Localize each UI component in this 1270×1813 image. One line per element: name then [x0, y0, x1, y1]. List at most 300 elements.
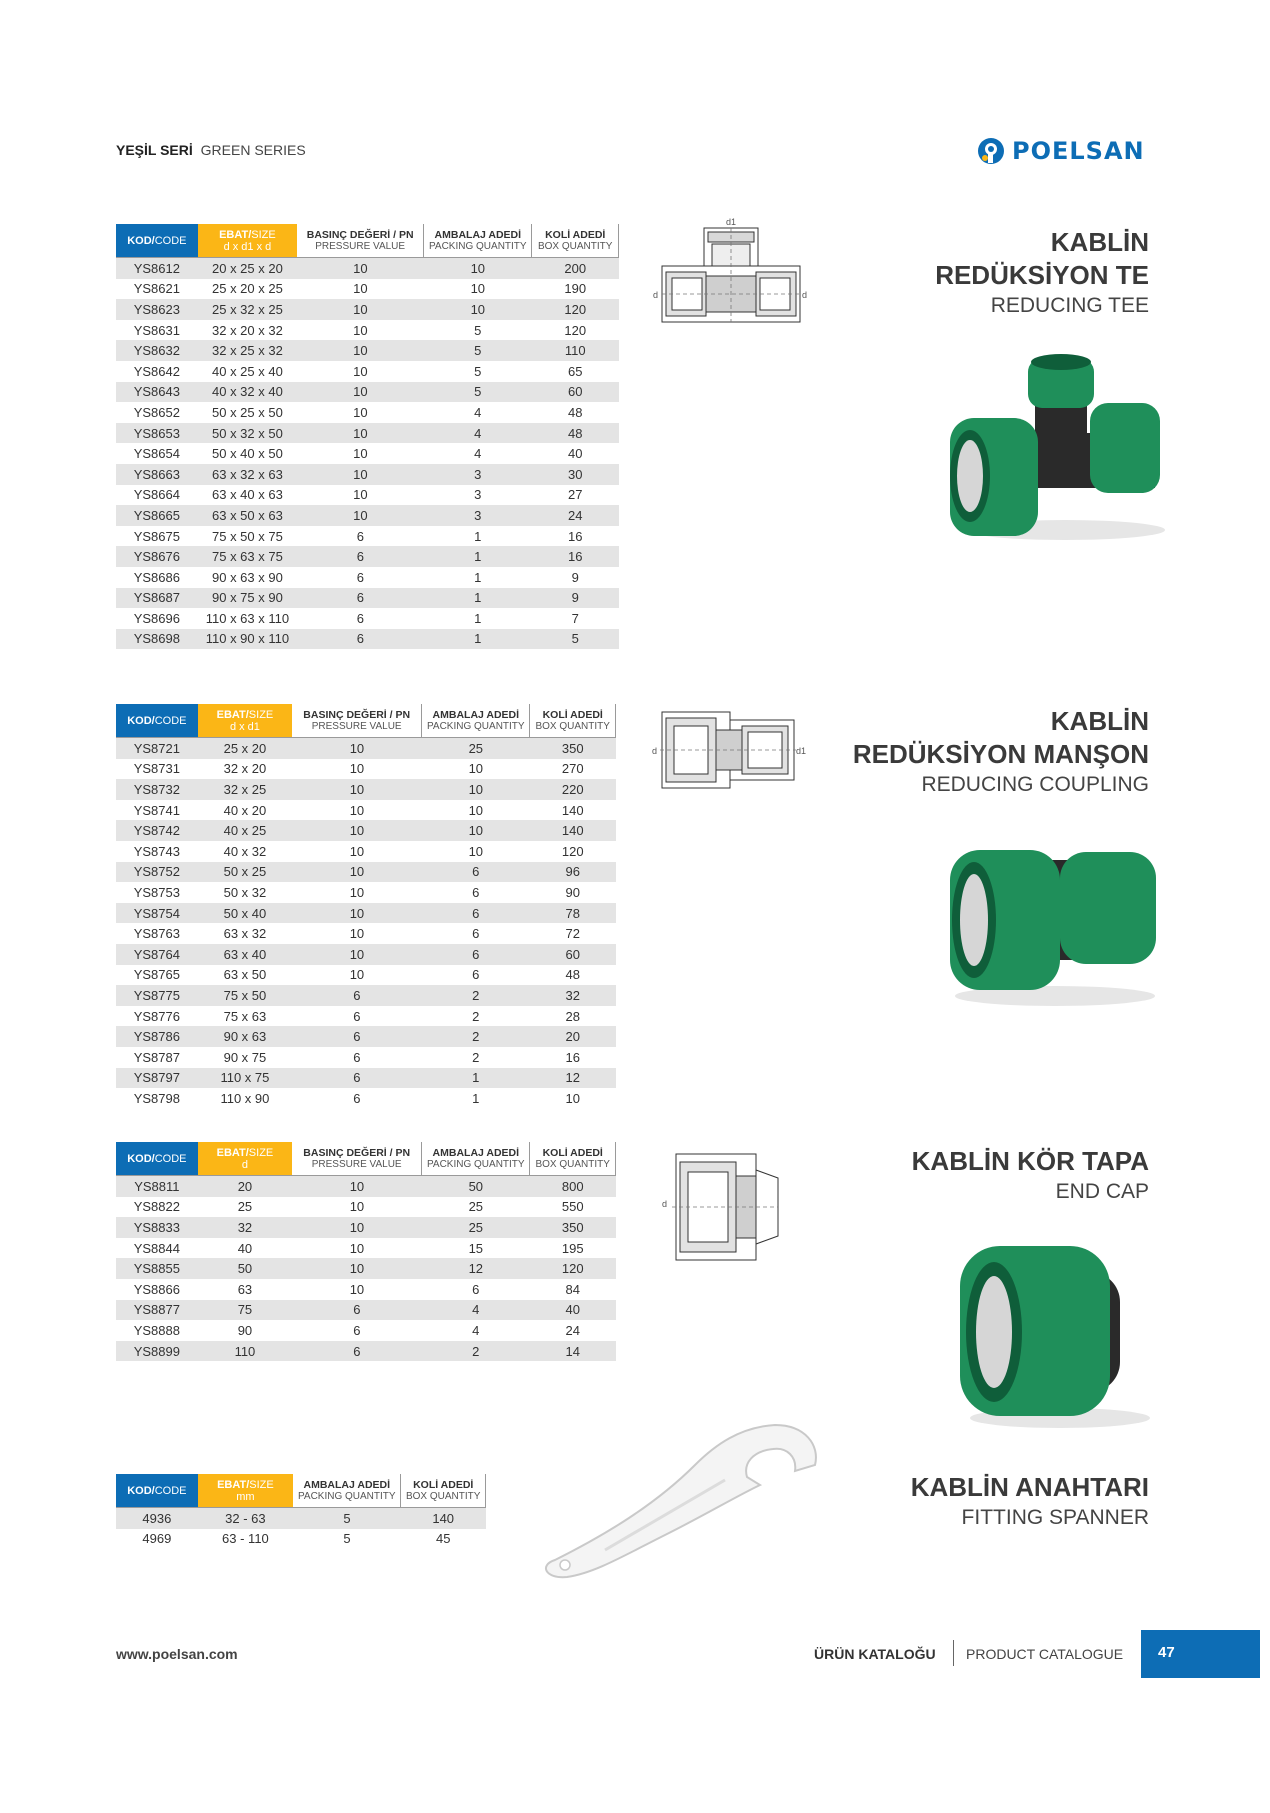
spanner-title: [911, 1471, 1149, 1532]
reducing-tee-table: [116, 224, 619, 649]
reducing-tee-drawing: [650, 214, 812, 326]
table-cell: 1: [424, 526, 532, 547]
reducing-tee-title-en: REDUCING TEE: [990, 294, 1149, 317]
table-cell: 10: [297, 443, 424, 464]
table-cell: 5: [424, 361, 532, 382]
footer-divider: [953, 1640, 954, 1666]
reducing-tee-title-tr1: KABLİN: [1050, 227, 1149, 257]
col-box: KOLİ ADEDİ BOX QUANTITY: [530, 704, 616, 738]
series-label: [116, 142, 306, 158]
table-cell: YS8652: [116, 402, 198, 423]
table-cell: 6: [297, 588, 424, 609]
table-cell: 140: [530, 800, 616, 821]
catalogue-en: PRODUCT CATALOGUE: [966, 1646, 1124, 1662]
table-cell: 10: [292, 882, 422, 903]
table-cell: 63 x 32: [198, 923, 292, 944]
table-cell: 10: [422, 820, 530, 841]
table-cell: YS8665: [116, 505, 198, 526]
table-cell: 40: [530, 1300, 616, 1321]
table-cell: 10: [292, 923, 422, 944]
table-cell: 32 x 25 x 32: [198, 340, 297, 361]
table-cell: 10: [292, 820, 422, 841]
table-cell: 4: [422, 1320, 530, 1341]
table-row: [116, 629, 619, 650]
table-row: [116, 759, 616, 780]
table-cell: YS8675: [116, 526, 198, 547]
end-cap-title: [912, 1145, 1149, 1206]
table-cell: 120: [532, 299, 619, 320]
table-cell: 90 x 75 x 90: [198, 588, 297, 609]
table-cell: 6: [292, 1026, 422, 1047]
table-cell: 30: [532, 464, 619, 485]
table-cell: 120: [532, 320, 619, 341]
reducing-coupling-title-en: REDUCING COUPLING: [921, 773, 1149, 796]
table-cell: 25: [422, 1217, 530, 1238]
table-cell: 10: [422, 841, 530, 862]
end-cap-title-tr: KABLİN KÖR TAPA: [911, 1146, 1149, 1176]
table-cell: 10: [292, 738, 422, 759]
table-cell: 40 x 32 x 40: [198, 382, 297, 403]
table-cell: 6: [292, 1006, 422, 1027]
table-cell: YS8721: [116, 738, 198, 759]
table-cell: YS8743: [116, 841, 198, 862]
table-cell: 90: [198, 1320, 292, 1341]
table-cell: 27: [532, 485, 619, 506]
table-cell: 6: [292, 985, 422, 1006]
table-cell: YS8653: [116, 423, 198, 444]
reducing-coupling-title: [853, 705, 1149, 799]
table-cell: 50: [422, 1176, 530, 1197]
table-cell: YS8741: [116, 800, 198, 821]
table-cell: 6: [422, 923, 530, 944]
table-cell: 350: [530, 1217, 616, 1238]
end-cap-photo: [950, 1232, 1150, 1432]
table-cell: 1: [424, 567, 532, 588]
reducing-coupling-photo: [940, 830, 1170, 1010]
table-cell: YS8686: [116, 567, 198, 588]
table-row: [116, 1258, 616, 1279]
table-row: [116, 800, 616, 821]
table-cell: 5: [293, 1529, 401, 1550]
table-cell: 10: [292, 1279, 422, 1300]
table-cell: YS8642: [116, 361, 198, 382]
table-cell: 10: [422, 800, 530, 821]
table-cell: 10: [292, 1258, 422, 1279]
table-cell: YS8664: [116, 485, 198, 506]
table-cell: 10: [297, 423, 424, 444]
table-cell: YS8612: [116, 258, 198, 279]
col-packing: AMBALAJ ADEDİ PACKING QUANTITY: [293, 1474, 401, 1508]
table-cell: 10: [292, 1217, 422, 1238]
table-cell: 110 x 90: [198, 1088, 292, 1109]
col-ebat: EBAT/SIZE d: [198, 1142, 292, 1176]
table-cell: 50 x 32 x 50: [198, 423, 297, 444]
table-cell: 96: [530, 862, 616, 883]
table-cell: 40 x 25: [198, 820, 292, 841]
col-kod: KOD/CODE: [116, 1142, 198, 1176]
table-cell: 50: [198, 1258, 292, 1279]
table-cell: 110: [532, 340, 619, 361]
reducing-coupling-title-tr2: REDÜKSİYON MANŞON: [852, 739, 1149, 769]
table-cell: YS8731: [116, 759, 198, 780]
table-cell: 2: [422, 1341, 530, 1362]
table-cell: YS8763: [116, 923, 198, 944]
catalogue-tr: ÜRÜN KATALOĞU: [814, 1646, 936, 1662]
table-cell: 10: [297, 361, 424, 382]
table-cell: 32 x 20 x 32: [198, 320, 297, 341]
table-cell: 10: [424, 258, 532, 279]
table-cell: 10: [292, 841, 422, 862]
table-cell: 40 x 25 x 40: [198, 361, 297, 382]
table-cell: 3: [424, 505, 532, 526]
col-box: KOLİ ADEDİ BOX QUANTITY: [401, 1474, 486, 1508]
table-cell: YS8742: [116, 820, 198, 841]
table-cell: 63 x 32 x 63: [198, 464, 297, 485]
table-row: [116, 841, 616, 862]
table-cell: YS8798: [116, 1088, 198, 1109]
reducing-coupling-title-tr1: KABLİN: [1050, 706, 1149, 736]
table-cell: 2: [422, 1026, 530, 1047]
drawing-label-d-left: d: [653, 290, 659, 300]
table-cell: YS8899: [116, 1341, 198, 1362]
end-cap-table: [116, 1142, 616, 1361]
table-cell: 6: [422, 944, 530, 965]
table-cell: 270: [530, 759, 616, 780]
table-row: [116, 779, 616, 800]
table-cell: 48: [532, 423, 619, 444]
table-cell: 75 x 63 x 75: [198, 546, 297, 567]
table-row: [116, 526, 619, 547]
table-row: [116, 546, 619, 567]
table-row: [116, 299, 619, 320]
table-cell: 10: [297, 320, 424, 341]
reducing-coupling-table: [116, 704, 616, 1109]
table-cell: 5: [532, 629, 619, 650]
table-cell: 6: [422, 903, 530, 924]
table-row: [116, 820, 616, 841]
table-cell: 10: [292, 759, 422, 780]
table-cell: YS8623: [116, 299, 198, 320]
table-cell: 60: [532, 382, 619, 403]
table-cell: 10: [292, 1238, 422, 1259]
table-cell: 75 x 63: [198, 1006, 292, 1027]
spanner-title-en: FITTING SPANNER: [961, 1506, 1149, 1529]
table-cell: 4936: [116, 1508, 198, 1529]
table-cell: 120: [530, 841, 616, 862]
table-row: [116, 862, 616, 883]
table-cell: 6: [297, 608, 424, 629]
table-cell: YS8811: [116, 1176, 198, 1197]
table-cell: 20: [530, 1026, 616, 1047]
col-box: KOLİ ADEDİ BOX QUANTITY: [530, 1142, 616, 1176]
table-row: [116, 443, 619, 464]
table-cell: 12: [530, 1068, 616, 1089]
drawing-label-d: d: [662, 1199, 668, 1209]
table-cell: YS8696: [116, 608, 198, 629]
table-cell: YS8643: [116, 382, 198, 403]
table-cell: YS8776: [116, 1006, 198, 1027]
table-row: [116, 279, 619, 300]
table-cell: 90 x 63 x 90: [198, 567, 297, 588]
table-cell: 25: [422, 1197, 530, 1218]
table-cell: 1: [424, 588, 532, 609]
table-cell: YS8822: [116, 1197, 198, 1218]
table-cell: 5: [293, 1508, 401, 1529]
drawing-label-d1: d1: [726, 217, 737, 227]
table-cell: 10: [297, 258, 424, 279]
table-cell: 10: [297, 485, 424, 506]
table-cell: 20: [198, 1176, 292, 1197]
table-row: [116, 944, 616, 965]
table-cell: 1: [422, 1088, 530, 1109]
col-kod: KOD/CODE: [116, 1474, 198, 1508]
table-cell: 32: [198, 1217, 292, 1238]
table-row: [116, 320, 619, 341]
table-cell: 110 x 75: [198, 1068, 292, 1089]
table-row: [116, 1088, 616, 1109]
table-cell: 140: [401, 1508, 486, 1529]
table-cell: 1: [422, 1068, 530, 1089]
table-cell: 10: [292, 965, 422, 986]
table-cell: 45: [401, 1529, 486, 1550]
table-row: [116, 464, 619, 485]
table-cell: 6: [292, 1320, 422, 1341]
col-kod: KOD/CODE: [116, 704, 198, 738]
table-cell: 6: [422, 862, 530, 883]
table-cell: 6: [292, 1047, 422, 1068]
table-row: [116, 608, 619, 629]
col-ebat: EBAT/SIZE d x d1: [198, 704, 292, 738]
table-cell: 90 x 63: [198, 1026, 292, 1047]
table-cell: YS8775: [116, 985, 198, 1006]
table-cell: 50 x 25: [198, 862, 292, 883]
table-row: [116, 340, 619, 361]
table-cell: 10: [292, 800, 422, 821]
table-cell: 50 x 40: [198, 903, 292, 924]
logo-mark-icon: [976, 136, 1006, 166]
table-cell: 63 x 40: [198, 944, 292, 965]
spanner-title-tr: KABLİN ANAHTARI: [910, 1472, 1149, 1502]
table-cell: 24: [530, 1320, 616, 1341]
reducing-tee-title-tr2: REDÜKSİYON TE: [935, 260, 1149, 290]
table-cell: 10: [297, 382, 424, 403]
table-cell: 110 x 90 x 110: [198, 629, 297, 650]
table-cell: 6: [422, 882, 530, 903]
table-cell: YS8632: [116, 340, 198, 361]
table-row: [116, 1238, 616, 1259]
table-cell: YS8753: [116, 882, 198, 903]
table-cell: 75 x 50: [198, 985, 292, 1006]
table-cell: 25 x 20: [198, 738, 292, 759]
col-packing: AMBALAJ ADEDİ PACKING QUANTITY: [424, 224, 532, 258]
table-cell: 16: [532, 546, 619, 567]
table-cell: YS8855: [116, 1258, 198, 1279]
table-row: [116, 1026, 616, 1047]
table-cell: 72: [530, 923, 616, 944]
table-cell: 90: [530, 882, 616, 903]
table-cell: 48: [532, 402, 619, 423]
table-cell: 6: [297, 526, 424, 547]
table-cell: 220: [530, 779, 616, 800]
end-cap-title-en: END CAP: [1055, 1180, 1149, 1203]
table-row: [116, 382, 619, 403]
table-cell: 10: [292, 1176, 422, 1197]
table-cell: 350: [530, 738, 616, 759]
table-cell: YS8698: [116, 629, 198, 650]
table-cell: YS8687: [116, 588, 198, 609]
table-cell: 5: [424, 340, 532, 361]
table-cell: 140: [530, 820, 616, 841]
table-cell: YS8787: [116, 1047, 198, 1068]
table-cell: 75: [198, 1300, 292, 1321]
table-cell: YS8833: [116, 1217, 198, 1238]
table-cell: 4: [424, 423, 532, 444]
table-cell: 10: [292, 862, 422, 883]
table-row: [116, 1529, 486, 1550]
table-cell: 24: [532, 505, 619, 526]
table-cell: 550: [530, 1197, 616, 1218]
table-row: [116, 588, 619, 609]
drawing-label-d1: d1: [796, 746, 807, 756]
table-row: [116, 1508, 486, 1529]
table-cell: 10: [424, 299, 532, 320]
series-tr: YEŞİL SERİ: [116, 142, 193, 158]
table-cell: YS8663: [116, 464, 198, 485]
table-cell: 10: [297, 464, 424, 485]
table-cell: 65: [532, 361, 619, 382]
col-pressure: BASINÇ DEĞERİ / PN PRESSURE VALUE: [292, 704, 422, 738]
table-row: [116, 485, 619, 506]
table-row: [116, 965, 616, 986]
poelsan-logo: [976, 133, 1146, 169]
col-box: KOLİ ADEDİ BOX QUANTITY: [532, 224, 619, 258]
table-row: [116, 738, 616, 759]
table-cell: 4: [422, 1300, 530, 1321]
table-row: [116, 1341, 616, 1362]
series-en: GREEN SERIES: [200, 142, 306, 158]
table-cell: 16: [530, 1047, 616, 1068]
table-cell: 32 x 25: [198, 779, 292, 800]
table-cell: 2: [422, 1047, 530, 1068]
table-cell: YS8631: [116, 320, 198, 341]
table-cell: 10: [292, 779, 422, 800]
table-row: [116, 361, 619, 382]
table-row: [116, 1320, 616, 1341]
table-cell: 10: [297, 340, 424, 361]
website-link[interactable]: www.poelsan.com: [116, 1646, 238, 1662]
table-row: [116, 1197, 616, 1218]
table-cell: YS8654: [116, 443, 198, 464]
table-row: [116, 903, 616, 924]
table-cell: 63 x 40 x 63: [198, 485, 297, 506]
table-cell: 10: [297, 505, 424, 526]
table-cell: 25: [198, 1197, 292, 1218]
reducing-tee-photo: [940, 348, 1180, 548]
table-cell: 6: [292, 1068, 422, 1089]
table-cell: 32 x 20: [198, 759, 292, 780]
table-cell: 4: [424, 443, 532, 464]
table-cell: 16: [532, 526, 619, 547]
table-row: [116, 985, 616, 1006]
col-kod: KOD/CODE: [116, 224, 198, 258]
table-cell: 1: [424, 629, 532, 650]
table-cell: 10: [292, 903, 422, 924]
table-row: [116, 1300, 616, 1321]
table-cell: 40 x 32: [198, 841, 292, 862]
table-cell: 20 x 25 x 20: [198, 258, 297, 279]
table-row: [116, 258, 619, 279]
table-cell: YS8797: [116, 1068, 198, 1089]
table-cell: 50 x 40 x 50: [198, 443, 297, 464]
table-row: [116, 423, 619, 444]
spanner-photo: [525, 1405, 825, 1585]
table-cell: 25 x 32 x 25: [198, 299, 297, 320]
table-cell: 10: [297, 279, 424, 300]
table-cell: 110: [198, 1341, 292, 1362]
table-cell: 9: [532, 588, 619, 609]
table-cell: 63 - 110: [198, 1529, 293, 1550]
reducing-tee-title: [935, 226, 1149, 320]
col-packing: AMBALAJ ADEDİ PACKING QUANTITY: [422, 704, 530, 738]
table-cell: YS8765: [116, 965, 198, 986]
reducing-coupling-drawing: [650, 708, 812, 792]
table-cell: 6: [297, 629, 424, 650]
table-cell: YS8866: [116, 1279, 198, 1300]
table-cell: 2: [422, 985, 530, 1006]
table-row: [116, 567, 619, 588]
table-cell: 2: [422, 1006, 530, 1027]
table-cell: 63 x 50: [198, 965, 292, 986]
table-cell: 190: [532, 279, 619, 300]
table-cell: 10: [530, 1088, 616, 1109]
table-cell: 25: [422, 738, 530, 759]
table-cell: 10: [297, 299, 424, 320]
col-packing: AMBALAJ ADEDİ PACKING QUANTITY: [422, 1142, 530, 1176]
table-cell: 195: [530, 1238, 616, 1259]
drawing-label-d: d: [652, 746, 658, 756]
table-row: [116, 402, 619, 423]
table-cell: 6: [292, 1300, 422, 1321]
col-pressure: BASINÇ DEĞERİ / PN PRESSURE VALUE: [297, 224, 424, 258]
table-cell: 12: [422, 1258, 530, 1279]
col-ebat: EBAT/SIZE d x d1 x d: [198, 224, 297, 258]
table-row: [116, 1176, 616, 1197]
table-cell: 10: [422, 759, 530, 780]
table-cell: 78: [530, 903, 616, 924]
table-cell: 32: [530, 985, 616, 1006]
table-cell: 3: [424, 485, 532, 506]
table-cell: 9: [532, 567, 619, 588]
table-cell: 40: [532, 443, 619, 464]
table-cell: YS8844: [116, 1238, 198, 1259]
table-cell: 32 - 63: [198, 1508, 293, 1529]
table-cell: YS8676: [116, 546, 198, 567]
table-cell: YS8764: [116, 944, 198, 965]
table-cell: 110 x 63 x 110: [198, 608, 297, 629]
table-cell: 4: [424, 402, 532, 423]
table-row: [116, 1217, 616, 1238]
table-row: [116, 1006, 616, 1027]
table-cell: 10: [297, 402, 424, 423]
table-cell: 50 x 32: [198, 882, 292, 903]
table-cell: 90 x 75: [198, 1047, 292, 1068]
table-cell: 28: [530, 1006, 616, 1027]
table-cell: 3: [424, 464, 532, 485]
table-cell: 40: [198, 1238, 292, 1259]
table-cell: 50 x 25 x 50: [198, 402, 297, 423]
table-row: [116, 1068, 616, 1089]
table-cell: 10: [424, 279, 532, 300]
